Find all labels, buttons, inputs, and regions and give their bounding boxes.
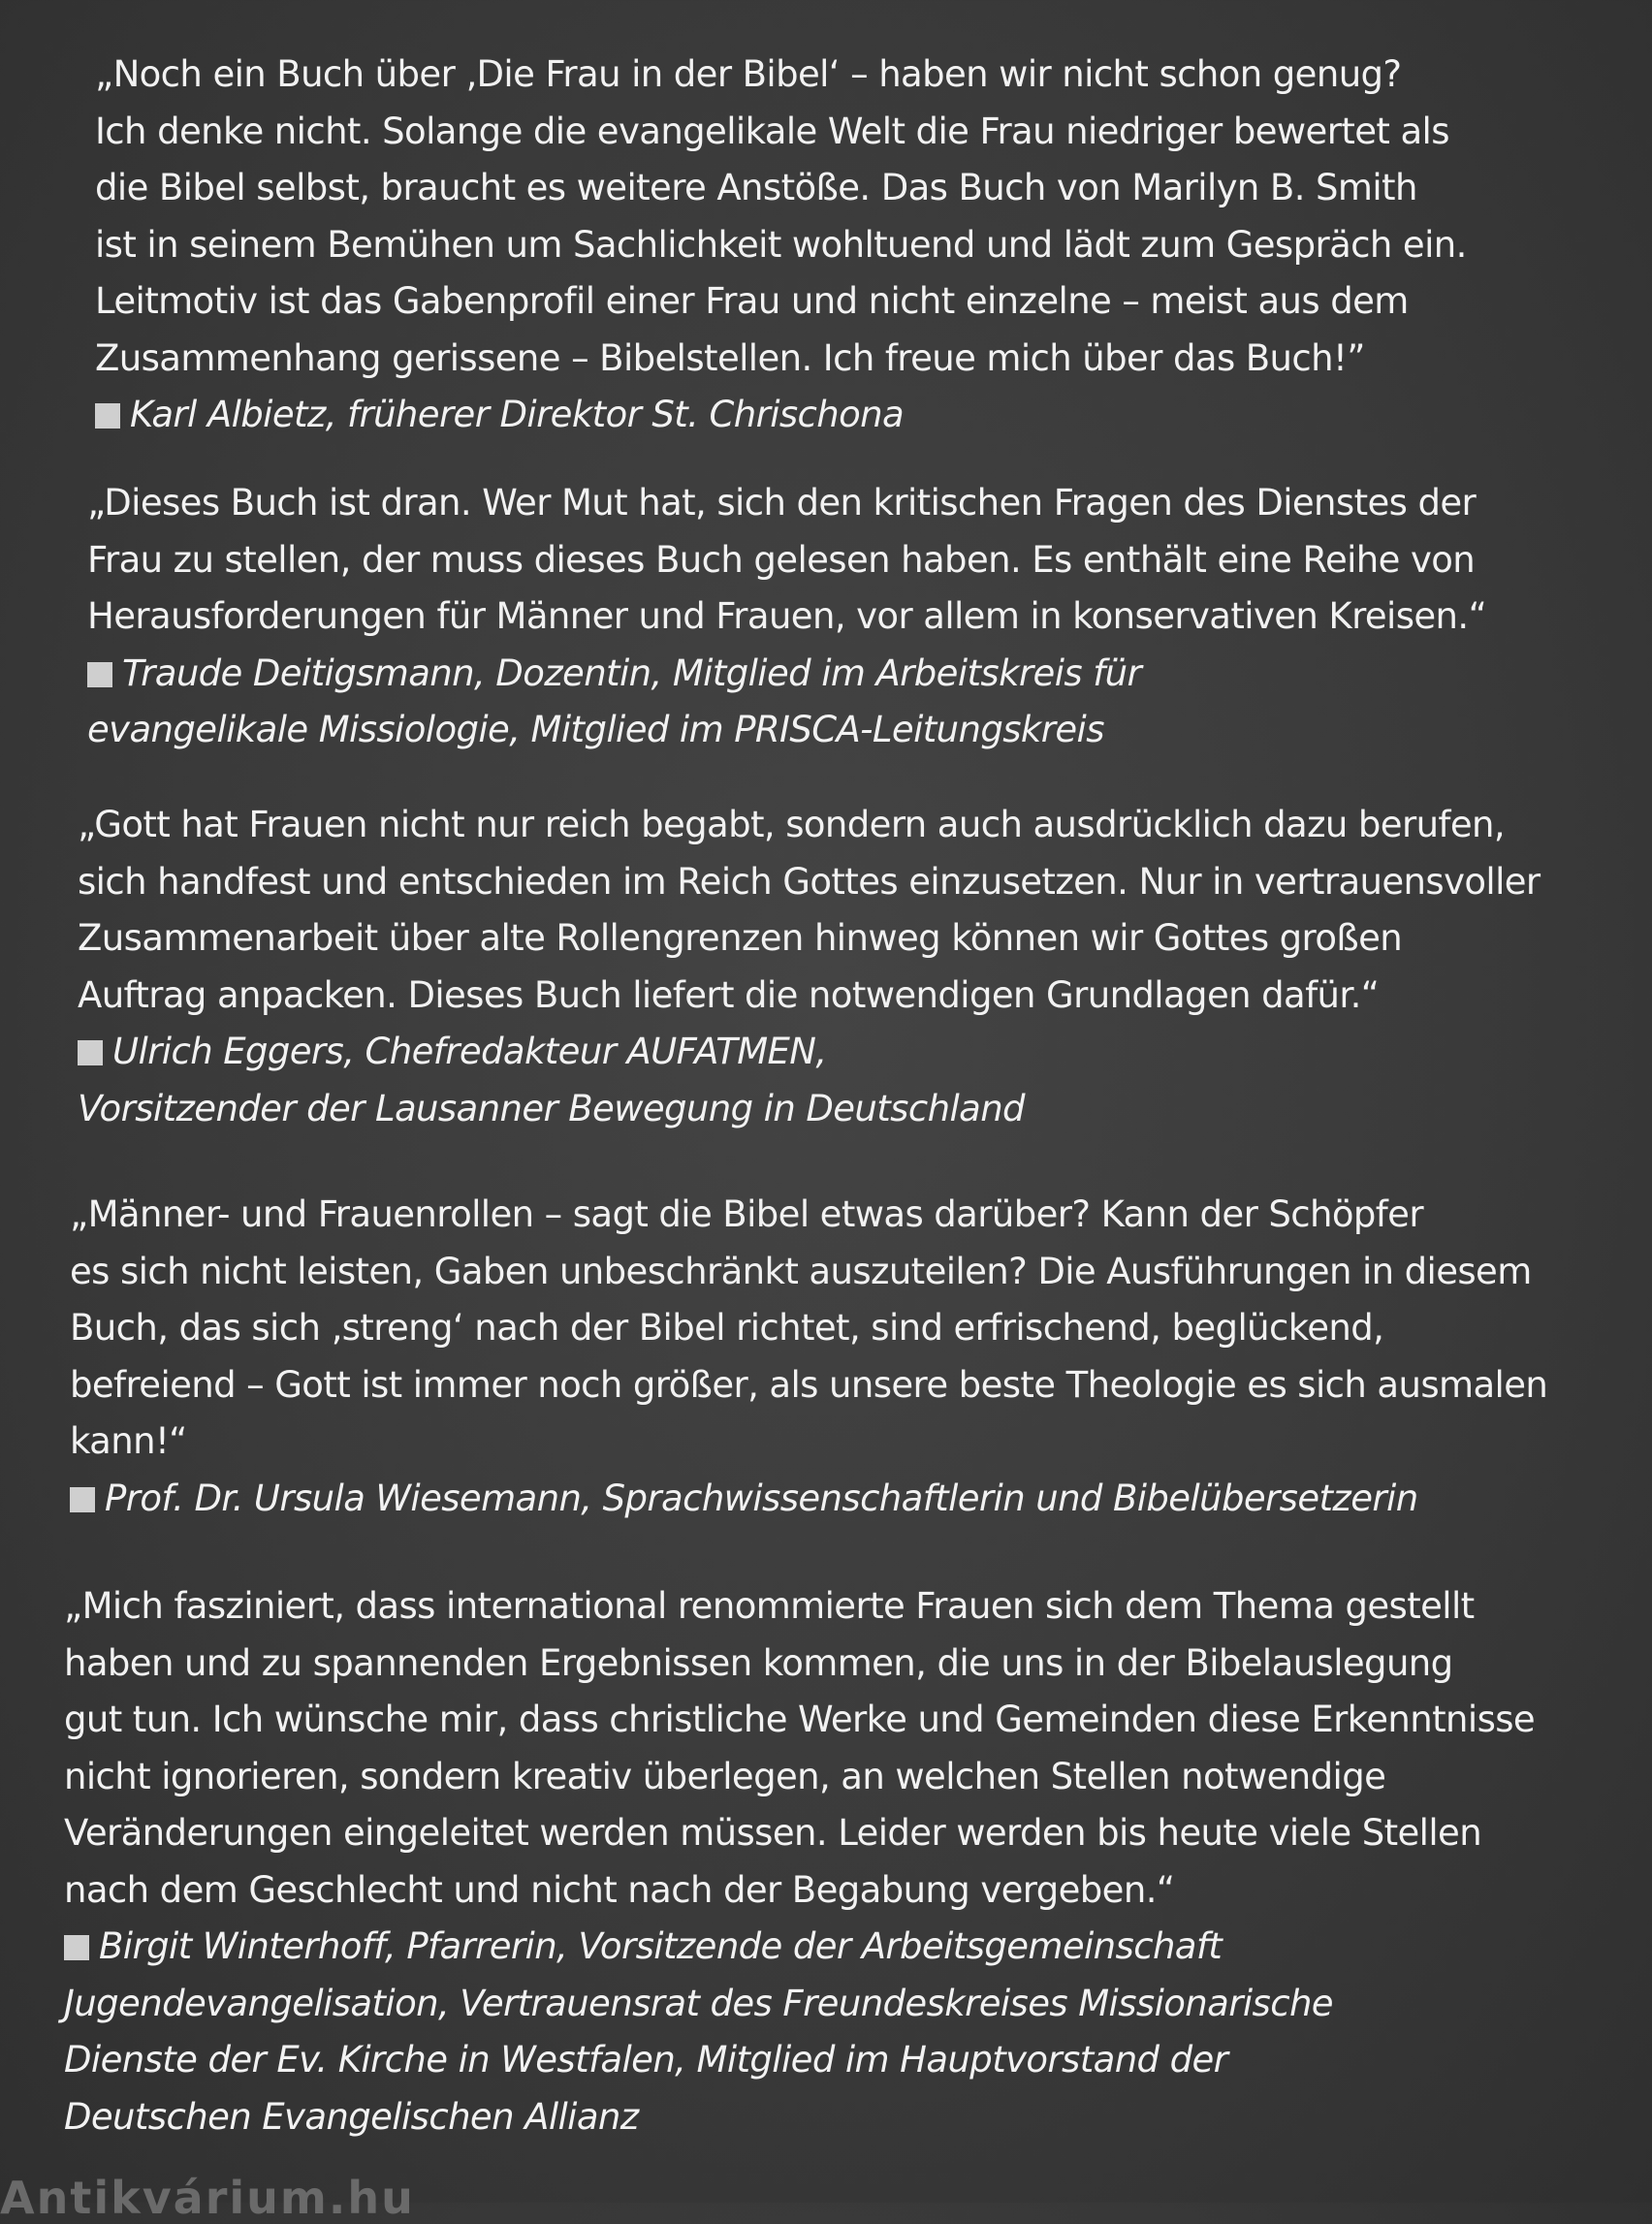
quote-attribution [87,646,1486,703]
attribution-text: Birgit Winterhoff, Pfarrerin, Vorsitzende der Arbeitsgemeinschaft [99,1925,1223,1967]
quote-line: Veränderungen eingeleitet werden müssen. Leider werden bis heute viele Stellen [64,1812,1482,1854]
quote-line: „Männer- und Frauenrollen – sagt die Bibel etwas darüber? Kann der Schöpfer [70,1193,1423,1235]
quote-line: „Mich fasziniert, dass international renommierte Frauen sich dem Thema gestellt [64,1585,1475,1627]
attribution-text: Karl Albietz, früherer Direktor St. Chrischona [130,394,905,435]
quote-line: Frau zu stellen, der muss dieses Buch gelesen haben. Es enthält eine Reihe von [87,538,1476,581]
quote-block [78,797,1541,1137]
quote-line: Zusammenhang gerissene – Bibelstellen. Ich freue mich über das Buch!” [95,336,1365,379]
watermark: Antikvárium.hu [0,2172,415,2224]
quote-line: Buch, das sich ‚streng‘ nach der Bibel richtet, sind erfrischend, beglückend, [70,1307,1384,1349]
quote-line: Zusammenarbeit über alte Rollengrenzen hinweg können wir Gottes großen [78,917,1403,959]
quote-block [95,47,1467,444]
quote-line: es sich nicht leisten, Gaben unbeschränkt auszuteilen? Die Ausführungen in diesem [70,1250,1532,1292]
quote-attribution [78,1024,1541,1081]
quote-line: nicht ignorieren, sondern kreativ überlegen, an welchen Stellen notwendige [64,1755,1386,1797]
quote-line: „Dieses Buch ist dran. Wer Mut hat, sich den kritischen Fragen des Dienstes der [87,482,1477,524]
square-bullet-icon [95,403,120,429]
quote-block [70,1187,1547,1527]
quote-line: haben und zu spannenden Ergebnissen kommen, die uns in der Bibelauslegung [64,1641,1453,1684]
attribution-text: Traude Deitigsmann, Dozentin, Mitglied im Arbeitskreis für [122,651,1142,694]
quote-line: Ich denke nicht. Solange die evangelikale Welt die Frau niedriger bewertet als [95,110,1449,152]
square-bullet-icon [70,1487,95,1512]
quote-attribution [70,1471,1547,1528]
attribution-text: Ulrich Eggers, Chefredakteur AUFATMEN, [112,1031,827,1072]
quote-attribution [64,1919,1535,1976]
quote-attribution-line: Dienste der Ev. Kirche in Westfalen, Mitglied im Hauptvorstand der [64,2039,1228,2081]
quote-line: befreiend – Gott ist immer noch größer, als unsere beste Theologie es sich ausmalen [70,1363,1548,1406]
quote-line: „Gott hat Frauen nicht nur reich begabt, sondern auch ausdrücklich dazu berufen, [78,804,1506,845]
quote-block [87,475,1486,759]
quote-attribution [95,387,1467,444]
quote-line: die Bibel selbst, braucht es weitere Anstöße. Das Buch von Marilyn B. Smith [95,167,1417,208]
quote-attribution-line: Deutschen Evangelischen Allianz [64,2095,639,2138]
quote-attribution-line: evangelikale Missiologie, Mitglied im PRISCA-Leitungskreis [87,709,1104,750]
square-bullet-icon [78,1040,103,1065]
quote-line: „Noch ein Buch über ‚Die Frau in der Bibel‘ – haben wir nicht schon genug? [95,53,1402,95]
quote-line: Leitmotiv ist das Gabenprofil einer Frau und nicht einzelne – meist aus dem [95,280,1409,322]
quote-attribution-line: Jugendevangelisation, Vertrauensrat des Freundeskreises Missionarische [64,1982,1333,2024]
quote-line: gut tun. Ich wünsche mir, dass christliche Werke und Gemeinden diese Erkenntnisse [64,1699,1536,1740]
quote-line: ist in seinem Bemühen um Sachlichkeit wohltuend und lädt zum Gespräch ein. [95,223,1467,266]
square-bullet-icon [64,1935,89,1960]
quote-line: kann!“ [70,1420,187,1462]
square-bullet-icon [87,662,112,687]
quote-line: sich handfest und entschieden im Reich Gottes einzusetzen. Nur in vertrauensvoller [78,860,1541,903]
quote-line: Herausforderungen für Männer und Frauen, vor allem in konservativen Kreisen.“ [87,595,1487,637]
quote-line: Auftrag anpacken. Dieses Buch liefert die notwendigen Grundlagen dafür.“ [78,973,1380,1016]
quote-block [64,1578,1535,2145]
quote-line: nach dem Geschlecht und nicht nach der Begabung vergeben.“ [64,1868,1175,1911]
attribution-text: Prof. Dr. Ursula Wiesemann, Sprachwissenschaftlerin und Bibelübersetzerin [105,1477,1418,1519]
quote-attribution-line: Vorsitzender der Lausanner Bewegung in Deutschland [78,1087,1025,1129]
